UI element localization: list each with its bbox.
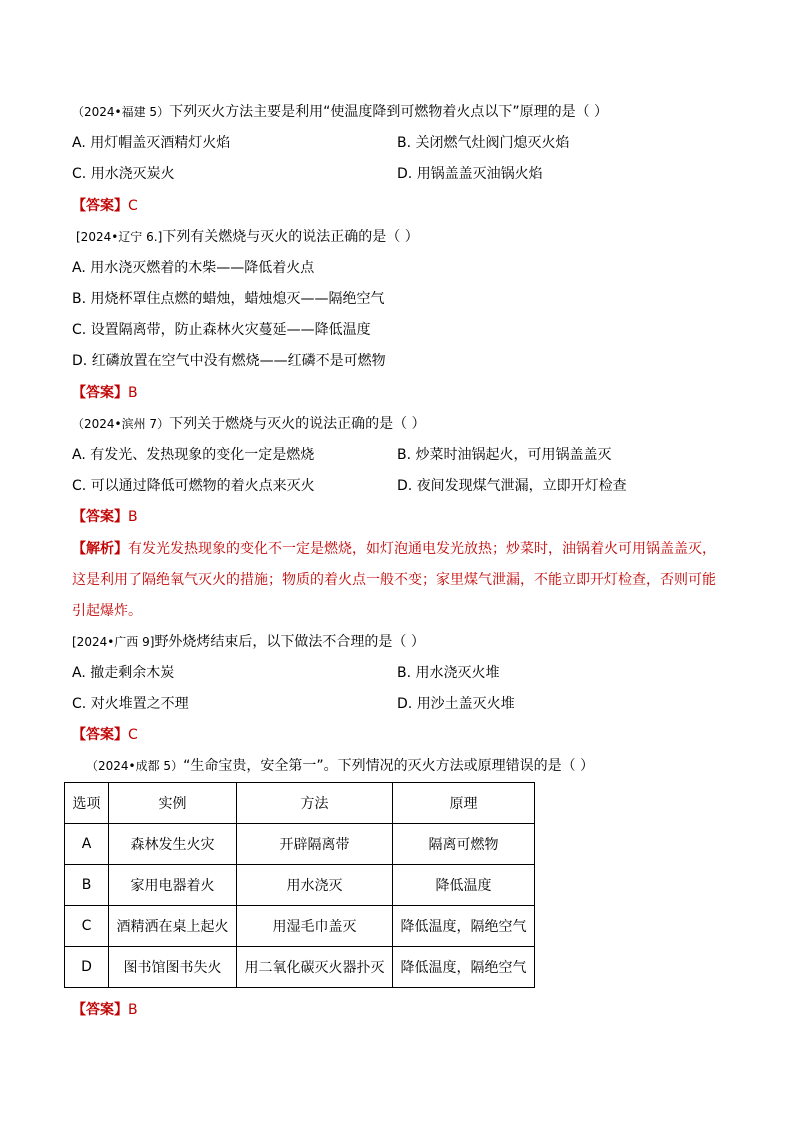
table-header-row: [65, 783, 535, 824]
option-text: 用水浇灭火堆: [415, 665, 500, 681]
table-row: [65, 906, 535, 947]
question-4-text: 野外烧烤结束后，以下做法不合理的是（ ）: [154, 634, 425, 650]
option-letter: D.: [397, 166, 413, 182]
table-cell: 图书馆图书失火: [109, 947, 237, 988]
question-1-option-d: [397, 164, 543, 184]
table-row: [65, 865, 535, 906]
option-text: 炒菜时油锅起火，可用锅盖盖灭: [415, 447, 612, 463]
table-cell: 酒精洒在桌上起火: [109, 906, 237, 947]
table-cell: 隔离可燃物: [393, 824, 535, 865]
table-cell: 开辟隔离带: [237, 824, 393, 865]
option-text: 关闭燃气灶阀门熄灭火焰: [415, 135, 570, 151]
table-header-cell: 实例: [109, 783, 237, 824]
table-cell: 降低温度，隔绝空气: [393, 947, 535, 988]
option-letter: D.: [397, 478, 413, 494]
option-text: 设置隔离带，防止森林火灾蔓延——降低温度: [90, 322, 371, 338]
question-4-option-b: [397, 663, 500, 683]
option-text: 用烧杯罩住点燃的蜡烛，蜡烛熄灭——隔绝空气: [90, 291, 385, 307]
option-letter: A.: [72, 447, 86, 463]
answer-value: C: [128, 198, 138, 214]
option-text: 有发光、发热现象的变化一定是燃烧: [90, 447, 315, 463]
table-cell: D: [65, 947, 109, 988]
question-2-source: [2024•辽宁 6.]: [76, 230, 163, 244]
table-cell: 家用电器着火: [109, 865, 237, 906]
question-3-analysis: [72, 534, 722, 627]
question-2-answer: [72, 383, 138, 403]
question-1-text: 下列灭火方法主要是利用“使温度降到可燃物着火点以下”原理的是（ ）: [169, 104, 609, 120]
question-1-answer: [72, 196, 138, 216]
answer-label: 【答案】: [72, 1002, 128, 1018]
question-1-source: （2024•福建 5）: [72, 105, 170, 119]
option-letter: C.: [72, 166, 87, 182]
option-letter: D.: [72, 353, 88, 369]
option-text: 用灯帽盖灭酒精灯火焰: [90, 135, 231, 151]
option-text: 撤走剩余木炭: [90, 665, 175, 681]
option-letter: B.: [72, 291, 87, 307]
question-3-option-a: [72, 445, 314, 465]
answer-value: C: [128, 727, 138, 743]
answer-label: 【答案】: [72, 385, 128, 401]
table-header-cell: 选项: [65, 783, 109, 824]
question-3-answer: [72, 507, 138, 527]
question-2-stem: [76, 227, 419, 247]
option-letter: A.: [72, 260, 86, 276]
question-4-answer: [72, 725, 138, 745]
question-5-source: （2024•成都 5）: [86, 759, 184, 773]
analysis-label: 【解析】: [72, 541, 128, 557]
analysis-text: 有发光发热现象的变化不一定是燃烧，如灯泡通电发光放热；炒菜时，油锅着火可用锅盖盖灭，这是利用了隔绝氧气灭火的措施；物质的着火点一般不变；家里煤气泄漏，不能立即开灯检查，否则可能引起爆炸。: [72, 541, 716, 619]
question-1-option-c: [72, 164, 175, 184]
question-4-stem: [72, 632, 425, 652]
question-1-option-b: [397, 133, 570, 153]
question-2-text: 下列有关燃烧与灭火的说法正确的是（ ）: [162, 229, 419, 245]
question-5-answer: [72, 1000, 138, 1020]
table-cell: 森林发生火灾: [109, 824, 237, 865]
question-3-option-b: [397, 445, 612, 465]
table-cell: 降低温度: [393, 865, 535, 906]
option-letter: A.: [72, 135, 86, 151]
option-text: 夜间发现煤气泄漏，立即开灯检查: [416, 478, 627, 494]
table-header-cell: 方法: [237, 783, 393, 824]
question-5-table: [64, 782, 535, 988]
question-2-option-d: [72, 351, 386, 371]
option-text: 对火堆置之不理: [90, 696, 189, 712]
table-cell: 用水浇灭: [237, 865, 393, 906]
answer-label: 【答案】: [72, 509, 128, 525]
question-5-text: “生命宝贵，安全第一”。下列情况的灭火方法或原理错误的是（ ）: [183, 758, 595, 774]
question-2-option-a: [72, 258, 314, 278]
option-text: 用锅盖盖灭油锅火焰: [416, 166, 543, 182]
question-2-option-b: [72, 289, 385, 309]
question-3-text: 下列关于燃烧与灭火的说法正确的是（ ）: [169, 416, 426, 432]
table-cell: B: [65, 865, 109, 906]
question-2-option-c: [72, 320, 371, 340]
answer-value: B: [128, 509, 138, 525]
option-letter: A.: [72, 665, 86, 681]
answer-label: 【答案】: [72, 198, 128, 214]
table-row: [65, 947, 535, 988]
option-text: 用沙土盖灭火堆: [416, 696, 515, 712]
table-cell: 用湿毛巾盖灭: [237, 906, 393, 947]
option-text: 红磷放置在空气中没有燃烧——红磷不是可燃物: [91, 353, 386, 369]
table-row: [65, 824, 535, 865]
table-cell: A: [65, 824, 109, 865]
table-cell: 降低温度，隔绝空气: [393, 906, 535, 947]
table-cell: 用二氧化碳灭火器扑灭: [237, 947, 393, 988]
table-cell: C: [65, 906, 109, 947]
option-letter: C.: [72, 696, 87, 712]
option-text: 可以通过降低可燃物的着火点来灭火: [90, 478, 315, 494]
question-4-option-a: [72, 663, 174, 683]
option-letter: B.: [397, 665, 412, 681]
option-text: 用水浇灭炭火: [90, 166, 175, 182]
answer-value: B: [128, 1002, 138, 1018]
option-letter: D.: [397, 696, 413, 712]
question-3-option-c: [72, 476, 315, 496]
question-5-stem: [86, 756, 594, 776]
answer-label: 【答案】: [72, 727, 128, 743]
question-3-source: （2024•滨州 7）: [72, 417, 170, 431]
question-3-option-d: [397, 476, 627, 496]
answer-value: B: [128, 385, 138, 401]
question-4-option-c: [72, 694, 189, 714]
question-1-stem: [72, 102, 608, 122]
question-1-option-a: [72, 133, 230, 153]
question-3-stem: [72, 414, 426, 434]
option-letter: C.: [72, 322, 87, 338]
option-text: 用水浇灭燃着的木柴——降低着火点: [90, 260, 315, 276]
option-letter: B.: [397, 135, 412, 151]
option-letter: B.: [397, 447, 412, 463]
table-header-cell: 原理: [393, 783, 535, 824]
question-4-source: [2024•广西 9]: [72, 635, 155, 649]
question-4-option-d: [397, 694, 515, 714]
option-letter: C.: [72, 478, 87, 494]
